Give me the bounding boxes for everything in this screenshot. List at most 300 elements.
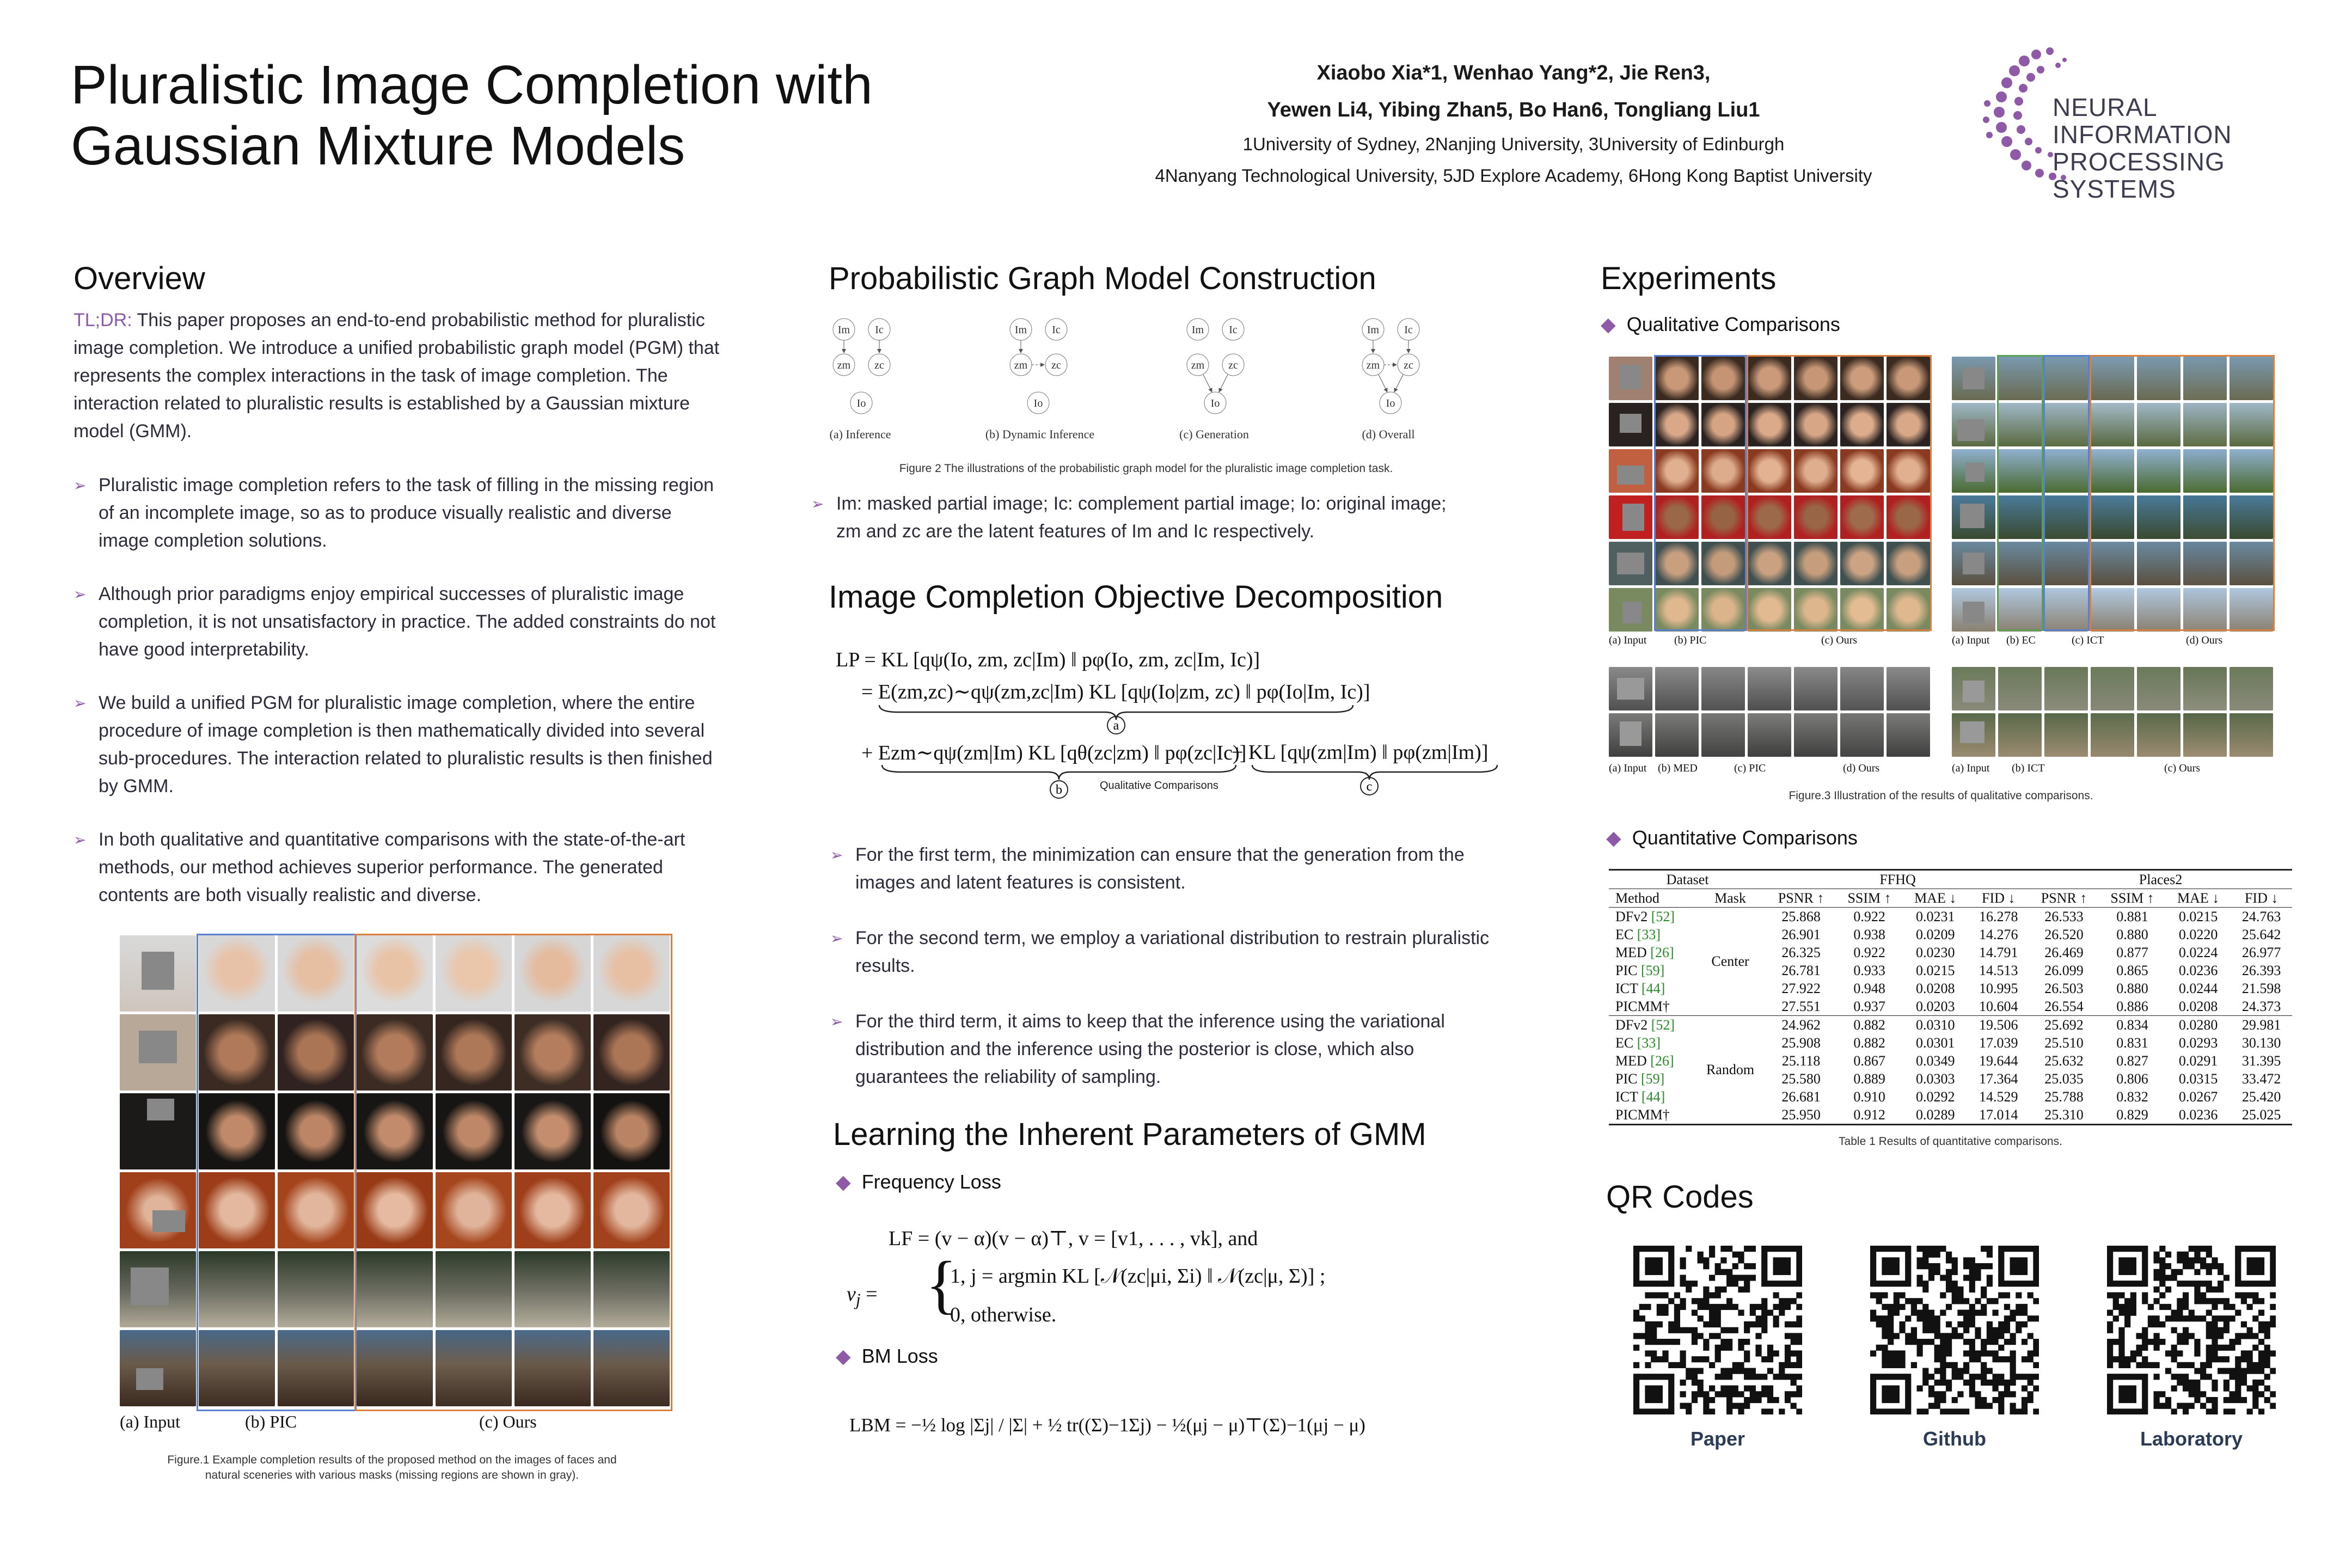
qr-module — [2130, 1304, 2136, 1310]
fig3d-label: (a) Input — [1952, 762, 1990, 774]
pgm-node-label: Ic — [1229, 324, 1238, 336]
qr-module — [1657, 1339, 1663, 1345]
qr-module — [1785, 1356, 1791, 1362]
qr-module — [1779, 1257, 1785, 1263]
qr-module — [2028, 1333, 2033, 1339]
qr-module — [1726, 1368, 1732, 1374]
qr-module — [1709, 1275, 1715, 1281]
qr-module — [1975, 1374, 1981, 1380]
qr-module — [1992, 1339, 1998, 1345]
qr-module — [1645, 1269, 1651, 1275]
qr-module — [1928, 1275, 1934, 1281]
fig3c-label: (b) MED — [1658, 762, 1698, 774]
qr-module — [2177, 1362, 2183, 1368]
qr-module — [1870, 1310, 1876, 1316]
qr-module — [1668, 1281, 1674, 1287]
qr-module — [1796, 1321, 1802, 1327]
qr-module — [2252, 1362, 2258, 1368]
qr-module — [1940, 1368, 1946, 1374]
qr-module — [1698, 1333, 1704, 1339]
qr-module — [2258, 1281, 2264, 1287]
qr-module — [2224, 1298, 2230, 1304]
qr-module — [1732, 1362, 1738, 1368]
table-cell: 26.533 — [2044, 908, 2084, 924]
qr-module — [1633, 1257, 1639, 1263]
qr-module — [2247, 1408, 2253, 1414]
qr-module — [2270, 1293, 2276, 1298]
qr-module — [2142, 1356, 2148, 1362]
qr-module — [1934, 1350, 1940, 1356]
qr-module — [1651, 1327, 1657, 1333]
qr-module — [1645, 1293, 1651, 1298]
qr-module — [1785, 1269, 1791, 1275]
table-cell: 0.0303 — [1915, 1070, 1955, 1087]
qr-module — [2247, 1263, 2253, 1269]
qr-module — [1969, 1263, 1975, 1269]
table-cell: 21.598 — [2241, 980, 2281, 996]
table-citation[interactable]: [26] — [1650, 944, 1674, 960]
objective-eq-line-3b: + KL [qψ(zm|Im) ‖ pφ(zm|Im)] — [1232, 741, 1489, 764]
qr-module — [1888, 1333, 1894, 1339]
qr-module — [1987, 1263, 1993, 1269]
figure-1 — [120, 935, 670, 1431]
qr-module — [1698, 1304, 1704, 1310]
qr-module — [2142, 1257, 2148, 1263]
qr-module — [2206, 1298, 2212, 1304]
qr-module — [1894, 1257, 1900, 1263]
qr-module — [1715, 1293, 1721, 1298]
qr-module — [1657, 1321, 1663, 1327]
qr-module — [2107, 1246, 2113, 1252]
qr-module — [1633, 1310, 1639, 1316]
table-citation[interactable]: [26] — [1650, 1052, 1674, 1069]
qr-module — [2118, 1327, 2124, 1333]
qr-module — [2241, 1333, 2247, 1339]
qr-module — [2124, 1246, 2130, 1252]
qr-module — [2224, 1408, 2230, 1414]
qr-module — [2124, 1281, 2130, 1287]
qr-module — [2124, 1397, 2130, 1403]
qr-module — [1917, 1345, 1923, 1351]
qr-module — [2212, 1333, 2218, 1339]
qr-module — [1680, 1257, 1686, 1263]
qr-module — [2224, 1327, 2230, 1333]
fig3-building — [1748, 713, 1791, 757]
qr-module — [2224, 1380, 2230, 1386]
qr-module — [1975, 1333, 1981, 1339]
table-cell: 0.806 — [2116, 1070, 2148, 1087]
qr-module — [1946, 1350, 1952, 1356]
qr-module — [1686, 1287, 1692, 1293]
qr-module — [1998, 1356, 2004, 1362]
table-cell: 0.0208 — [1915, 980, 1955, 996]
fig3-tree — [2183, 667, 2227, 710]
qr-module — [2189, 1257, 2195, 1263]
qr-module — [2165, 1368, 2171, 1374]
qr-module — [2212, 1321, 2218, 1327]
qr-module — [1876, 1321, 1882, 1327]
qr-module — [2118, 1391, 2124, 1397]
qr-module — [1882, 1315, 1888, 1321]
qr-module — [1969, 1257, 1975, 1263]
pgm-node-label: Im — [837, 324, 850, 336]
table-citation[interactable]: [33] — [1637, 1034, 1661, 1051]
qr-module — [2004, 1386, 2010, 1392]
qr-module — [2270, 1391, 2276, 1397]
fig1-input-1 — [120, 935, 196, 1012]
qr-module — [2136, 1333, 2142, 1339]
table-cell: 26.554 — [2044, 998, 2084, 1014]
qr-module — [1651, 1408, 1657, 1414]
table-cell: 30.130 — [2241, 1034, 2281, 1051]
qr-module — [2154, 1298, 2160, 1304]
qr-module — [2022, 1310, 2028, 1316]
qr-module — [2004, 1246, 2010, 1252]
qr-module — [2142, 1339, 2148, 1345]
qr-module — [1928, 1263, 1934, 1269]
qr-module — [1922, 1408, 1928, 1414]
qr-module — [1726, 1281, 1732, 1287]
table-col-header: MAE ↓ — [2177, 890, 2220, 906]
qr-module — [1796, 1281, 1802, 1287]
qr-module — [1680, 1362, 1686, 1368]
qr-module — [2218, 1315, 2224, 1321]
qr-module — [2270, 1368, 2276, 1374]
qr-module — [1651, 1391, 1657, 1397]
qr-module — [1657, 1397, 1663, 1403]
qr-module — [2028, 1397, 2033, 1403]
qr-module — [1987, 1275, 1993, 1281]
pgm-node-label: zc — [874, 359, 884, 371]
objective-eq-line-1: LP = KL [qψ(Io, zm, zc|Im) ‖ pφ(Io, zm, zc|Im, Ic)] — [836, 648, 1260, 671]
qr-module — [1899, 1281, 1905, 1287]
qr-module — [1761, 1386, 1767, 1392]
qr-module — [2194, 1246, 2200, 1252]
fig3d-label: (b) ICT — [2012, 762, 2045, 774]
qr-module — [2130, 1397, 2136, 1403]
qr-module — [2235, 1293, 2241, 1298]
qr-module — [2142, 1380, 2148, 1386]
qr-module — [2004, 1321, 2010, 1327]
qr-module — [2189, 1310, 2195, 1316]
table-citation[interactable]: [33] — [1637, 926, 1661, 942]
qr-module — [2148, 1304, 2154, 1310]
table-citation[interactable]: [44] — [1641, 1088, 1665, 1105]
qr-module — [1720, 1327, 1726, 1333]
qr-module — [1946, 1380, 1952, 1386]
qr-module — [1633, 1380, 1639, 1386]
qr-module — [2124, 1310, 2130, 1316]
qr-module — [2159, 1304, 2165, 1310]
qr-module — [1981, 1246, 1987, 1252]
qr-module — [2154, 1287, 2160, 1293]
qr-module — [1779, 1304, 1785, 1310]
qr-module — [1981, 1362, 1987, 1368]
fig3-trees-grid — [1952, 667, 2273, 757]
qr-module — [1715, 1333, 1721, 1339]
qr-module — [2004, 1380, 2010, 1386]
qr-module — [1633, 1263, 1639, 1269]
table-col-header-row — [1609, 889, 2292, 908]
fig1-label-ours: (c) Ours — [479, 1412, 537, 1431]
qr-module — [2252, 1298, 2258, 1304]
qr-module — [1899, 1304, 1905, 1310]
qr-module — [2247, 1327, 2253, 1333]
qr-module — [1779, 1269, 1785, 1275]
qr-module — [1645, 1257, 1651, 1263]
fig3-building — [1655, 667, 1699, 710]
qr-module — [1888, 1350, 1894, 1356]
table-cell: 25.908 — [1781, 1034, 1821, 1051]
qr-module — [1940, 1345, 1946, 1351]
qr-module — [2183, 1408, 2189, 1414]
qr-module — [2124, 1391, 2130, 1397]
qr-module — [2154, 1275, 2160, 1281]
qr-module — [1744, 1368, 1750, 1374]
qr-module — [1922, 1304, 1928, 1310]
fig1-input-6 — [120, 1330, 196, 1406]
qr-module — [1674, 1304, 1680, 1310]
qr-module — [2113, 1281, 2119, 1287]
qr-module — [1779, 1408, 1785, 1414]
qr-module — [2229, 1304, 2235, 1310]
qr-module — [2200, 1391, 2206, 1397]
qr-module — [2258, 1362, 2264, 1368]
qr-module — [2252, 1386, 2258, 1392]
qr-module — [1870, 1252, 1876, 1258]
qr-module — [1680, 1263, 1686, 1269]
table-cell: 0.0315 — [2178, 1070, 2218, 1087]
table-citation[interactable]: [52] — [1651, 1016, 1675, 1033]
qr-module — [2028, 1380, 2033, 1386]
qr-module — [1791, 1403, 1797, 1409]
table-cell-method: ICT [44] — [1615, 980, 1665, 996]
table-citation[interactable]: [59] — [1640, 962, 1665, 978]
qr-module — [1952, 1293, 1958, 1298]
qr-module — [2212, 1356, 2218, 1362]
qr-module — [1911, 1304, 1917, 1310]
fig3-building — [1701, 667, 1745, 710]
table-cell: 10.995 — [1979, 980, 2018, 996]
fig3-tree-input — [1952, 667, 1995, 710]
qr-module — [2194, 1350, 2200, 1356]
table-cell: 19.644 — [1979, 1052, 2018, 1069]
qr-module — [1940, 1397, 1946, 1403]
qr-module — [1987, 1350, 1993, 1356]
qr-module — [1755, 1374, 1761, 1380]
qr-module — [1888, 1315, 1894, 1321]
qr-module — [2200, 1298, 2206, 1304]
table-cell: 26.469 — [2044, 944, 2084, 960]
qr-module — [2022, 1246, 2028, 1252]
qr-module — [1674, 1339, 1680, 1345]
qr-module — [2113, 1304, 2119, 1310]
qr-module — [2235, 1333, 2241, 1339]
qr-module — [1726, 1275, 1732, 1281]
qr-module — [1987, 1298, 1993, 1304]
qr-module — [1987, 1327, 1993, 1333]
qr-module — [2022, 1304, 2028, 1310]
qr-module — [1744, 1281, 1750, 1287]
qr-module — [2224, 1275, 2230, 1281]
qr-module — [2206, 1327, 2212, 1333]
qr-module — [1870, 1408, 1876, 1414]
qr-module — [2235, 1362, 2241, 1368]
qr-module — [1894, 1397, 1900, 1403]
qr-module — [1998, 1380, 2004, 1386]
fig3-face-input — [1609, 495, 1652, 539]
qr-module — [2212, 1257, 2218, 1263]
qr-module — [1963, 1275, 1969, 1281]
qr-module — [1761, 1246, 1767, 1252]
qr-module — [1779, 1310, 1785, 1316]
qr-module — [2194, 1257, 2200, 1263]
qr-module — [1940, 1408, 1946, 1414]
qr-module — [2107, 1350, 2113, 1356]
qr-module — [2241, 1368, 2247, 1374]
qr-module — [1905, 1298, 1911, 1304]
qr-module — [1796, 1408, 1802, 1414]
qr-module — [2154, 1339, 2160, 1345]
qr-module — [2142, 1269, 2148, 1275]
qr-module — [2130, 1246, 2136, 1252]
qr-module — [1992, 1350, 1998, 1356]
authors-line-1: Xiaobo Xia*1, Wenhao Yang*2, Jie Ren3, — [1316, 62, 1711, 84]
qr-module — [2142, 1246, 2148, 1252]
qr-module — [1975, 1298, 1981, 1304]
qr-module — [1785, 1391, 1791, 1397]
qr-module — [1744, 1386, 1750, 1392]
qr-module — [1952, 1374, 1958, 1380]
qr-module — [1720, 1269, 1726, 1275]
qr-module — [2113, 1356, 2119, 1362]
qr-module — [2136, 1408, 2142, 1414]
objective-bullets — [830, 841, 1511, 1091]
figure-2-caption: Figure 2 The illustrations of the probabilistic graph model for the pluralistic image completion task. — [899, 462, 1393, 475]
fig3b-label: (c) ICT — [2072, 634, 2104, 646]
qr-module — [1928, 1403, 1934, 1409]
qr-module — [1761, 1281, 1767, 1287]
qr-module — [1773, 1246, 1779, 1252]
qr-module — [2165, 1304, 2171, 1310]
qr-module — [1922, 1257, 1928, 1263]
fig3-building — [1748, 667, 1791, 710]
qr-module — [1940, 1246, 1946, 1252]
qr-module — [1928, 1327, 1934, 1333]
pgm-panel-d-label: (d) Overall — [1362, 427, 1415, 441]
qr-module — [2177, 1380, 2183, 1386]
qr-module — [1882, 1333, 1888, 1339]
qr-module — [2212, 1263, 2218, 1269]
table-citation[interactable]: [44] — [1641, 980, 1665, 996]
qr-module — [2148, 1321, 2154, 1327]
qr-module — [1969, 1310, 1975, 1316]
table-top-header-row — [1609, 871, 2292, 889]
qr-module — [1744, 1246, 1750, 1252]
qr-module — [1791, 1281, 1797, 1287]
qr-module — [2206, 1269, 2212, 1275]
qr-code-laboratory[interactable] — [2107, 1246, 2276, 1414]
qr-module — [2165, 1287, 2171, 1293]
qr-module — [2016, 1257, 2022, 1263]
table-cell: 25.310 — [2044, 1106, 2084, 1123]
qr-code-paper[interactable] — [1633, 1246, 1802, 1414]
table-cell: 14.513 — [1979, 962, 2018, 978]
table-cell: 0.865 — [2116, 962, 2148, 978]
qr-module — [2252, 1397, 2258, 1403]
qr-module — [2022, 1257, 2028, 1263]
qr-module — [2235, 1386, 2241, 1392]
qr-module — [2004, 1315, 2010, 1321]
table-cell: 25.025 — [2241, 1106, 2281, 1123]
qr-module — [1651, 1246, 1657, 1252]
qr-module — [2159, 1391, 2165, 1397]
qr-module — [1922, 1252, 1928, 1258]
qr-module — [2022, 1386, 2028, 1392]
qr-module — [1998, 1269, 2004, 1275]
qr-module — [2154, 1391, 2160, 1397]
qr-module — [1686, 1408, 1692, 1414]
qr-module — [1750, 1368, 1756, 1374]
table-cell: 0.0203 — [1915, 998, 1955, 1014]
objective-eq-line-2: = E(zm,zc)∼qψ(zm,zc|Im) KL [qψ(Io|zm, zc) ‖ pφ(Io|Im, Ic)] — [861, 681, 1370, 703]
qr-module — [1922, 1263, 1928, 1269]
qr-code-github[interactable] — [1870, 1246, 2039, 1414]
fig3-face-input — [1609, 357, 1652, 400]
table-cell-mask: Center — [1711, 953, 1749, 969]
fig3a-label: (a) Input — [1609, 634, 1647, 646]
fig3-faces — [1609, 357, 1930, 646]
qr-module — [1969, 1321, 1975, 1327]
qr-module — [2235, 1257, 2241, 1263]
qr-module — [2183, 1304, 2189, 1310]
qr-module — [1888, 1397, 1894, 1403]
qr-module — [2200, 1293, 2206, 1298]
qr-module — [1928, 1339, 1934, 1345]
qr-module — [1715, 1315, 1721, 1321]
qr-module — [2258, 1246, 2264, 1252]
qr-module — [1785, 1345, 1791, 1351]
qr-module — [1899, 1327, 1905, 1333]
qr-module — [2107, 1252, 2113, 1258]
fig3-buildings-grid — [1609, 667, 1930, 757]
fig3c-label: (c) PIC — [1734, 762, 1766, 774]
qr-module — [2229, 1408, 2235, 1414]
table-header-ffhq: FFHQ — [1879, 871, 1916, 887]
qr-module — [1680, 1350, 1686, 1356]
table-citation[interactable]: [52] — [1651, 908, 1675, 924]
qr-module — [2218, 1287, 2224, 1293]
table-citation[interactable]: [59] — [1640, 1070, 1665, 1087]
qr-module — [2212, 1397, 2218, 1403]
qr-module — [2159, 1321, 2165, 1327]
qr-module — [1761, 1269, 1767, 1275]
qr-module — [1987, 1246, 1993, 1252]
qr-module — [2235, 1339, 2241, 1345]
qr-module — [1934, 1269, 1940, 1275]
qr-module — [1928, 1374, 1934, 1380]
qr-module — [1952, 1269, 1958, 1275]
fig3-tree — [2091, 713, 2134, 757]
qr-module — [2247, 1362, 2253, 1368]
qr-module — [1882, 1281, 1888, 1287]
qr-module — [1767, 1345, 1773, 1351]
table-cell-method: PICMM† — [1615, 1106, 1670, 1123]
qr-module — [1981, 1380, 1987, 1386]
table-cell-method: ICT [44] — [1615, 1088, 1665, 1105]
qr-module — [2165, 1397, 2171, 1403]
qr-module — [1773, 1350, 1779, 1356]
